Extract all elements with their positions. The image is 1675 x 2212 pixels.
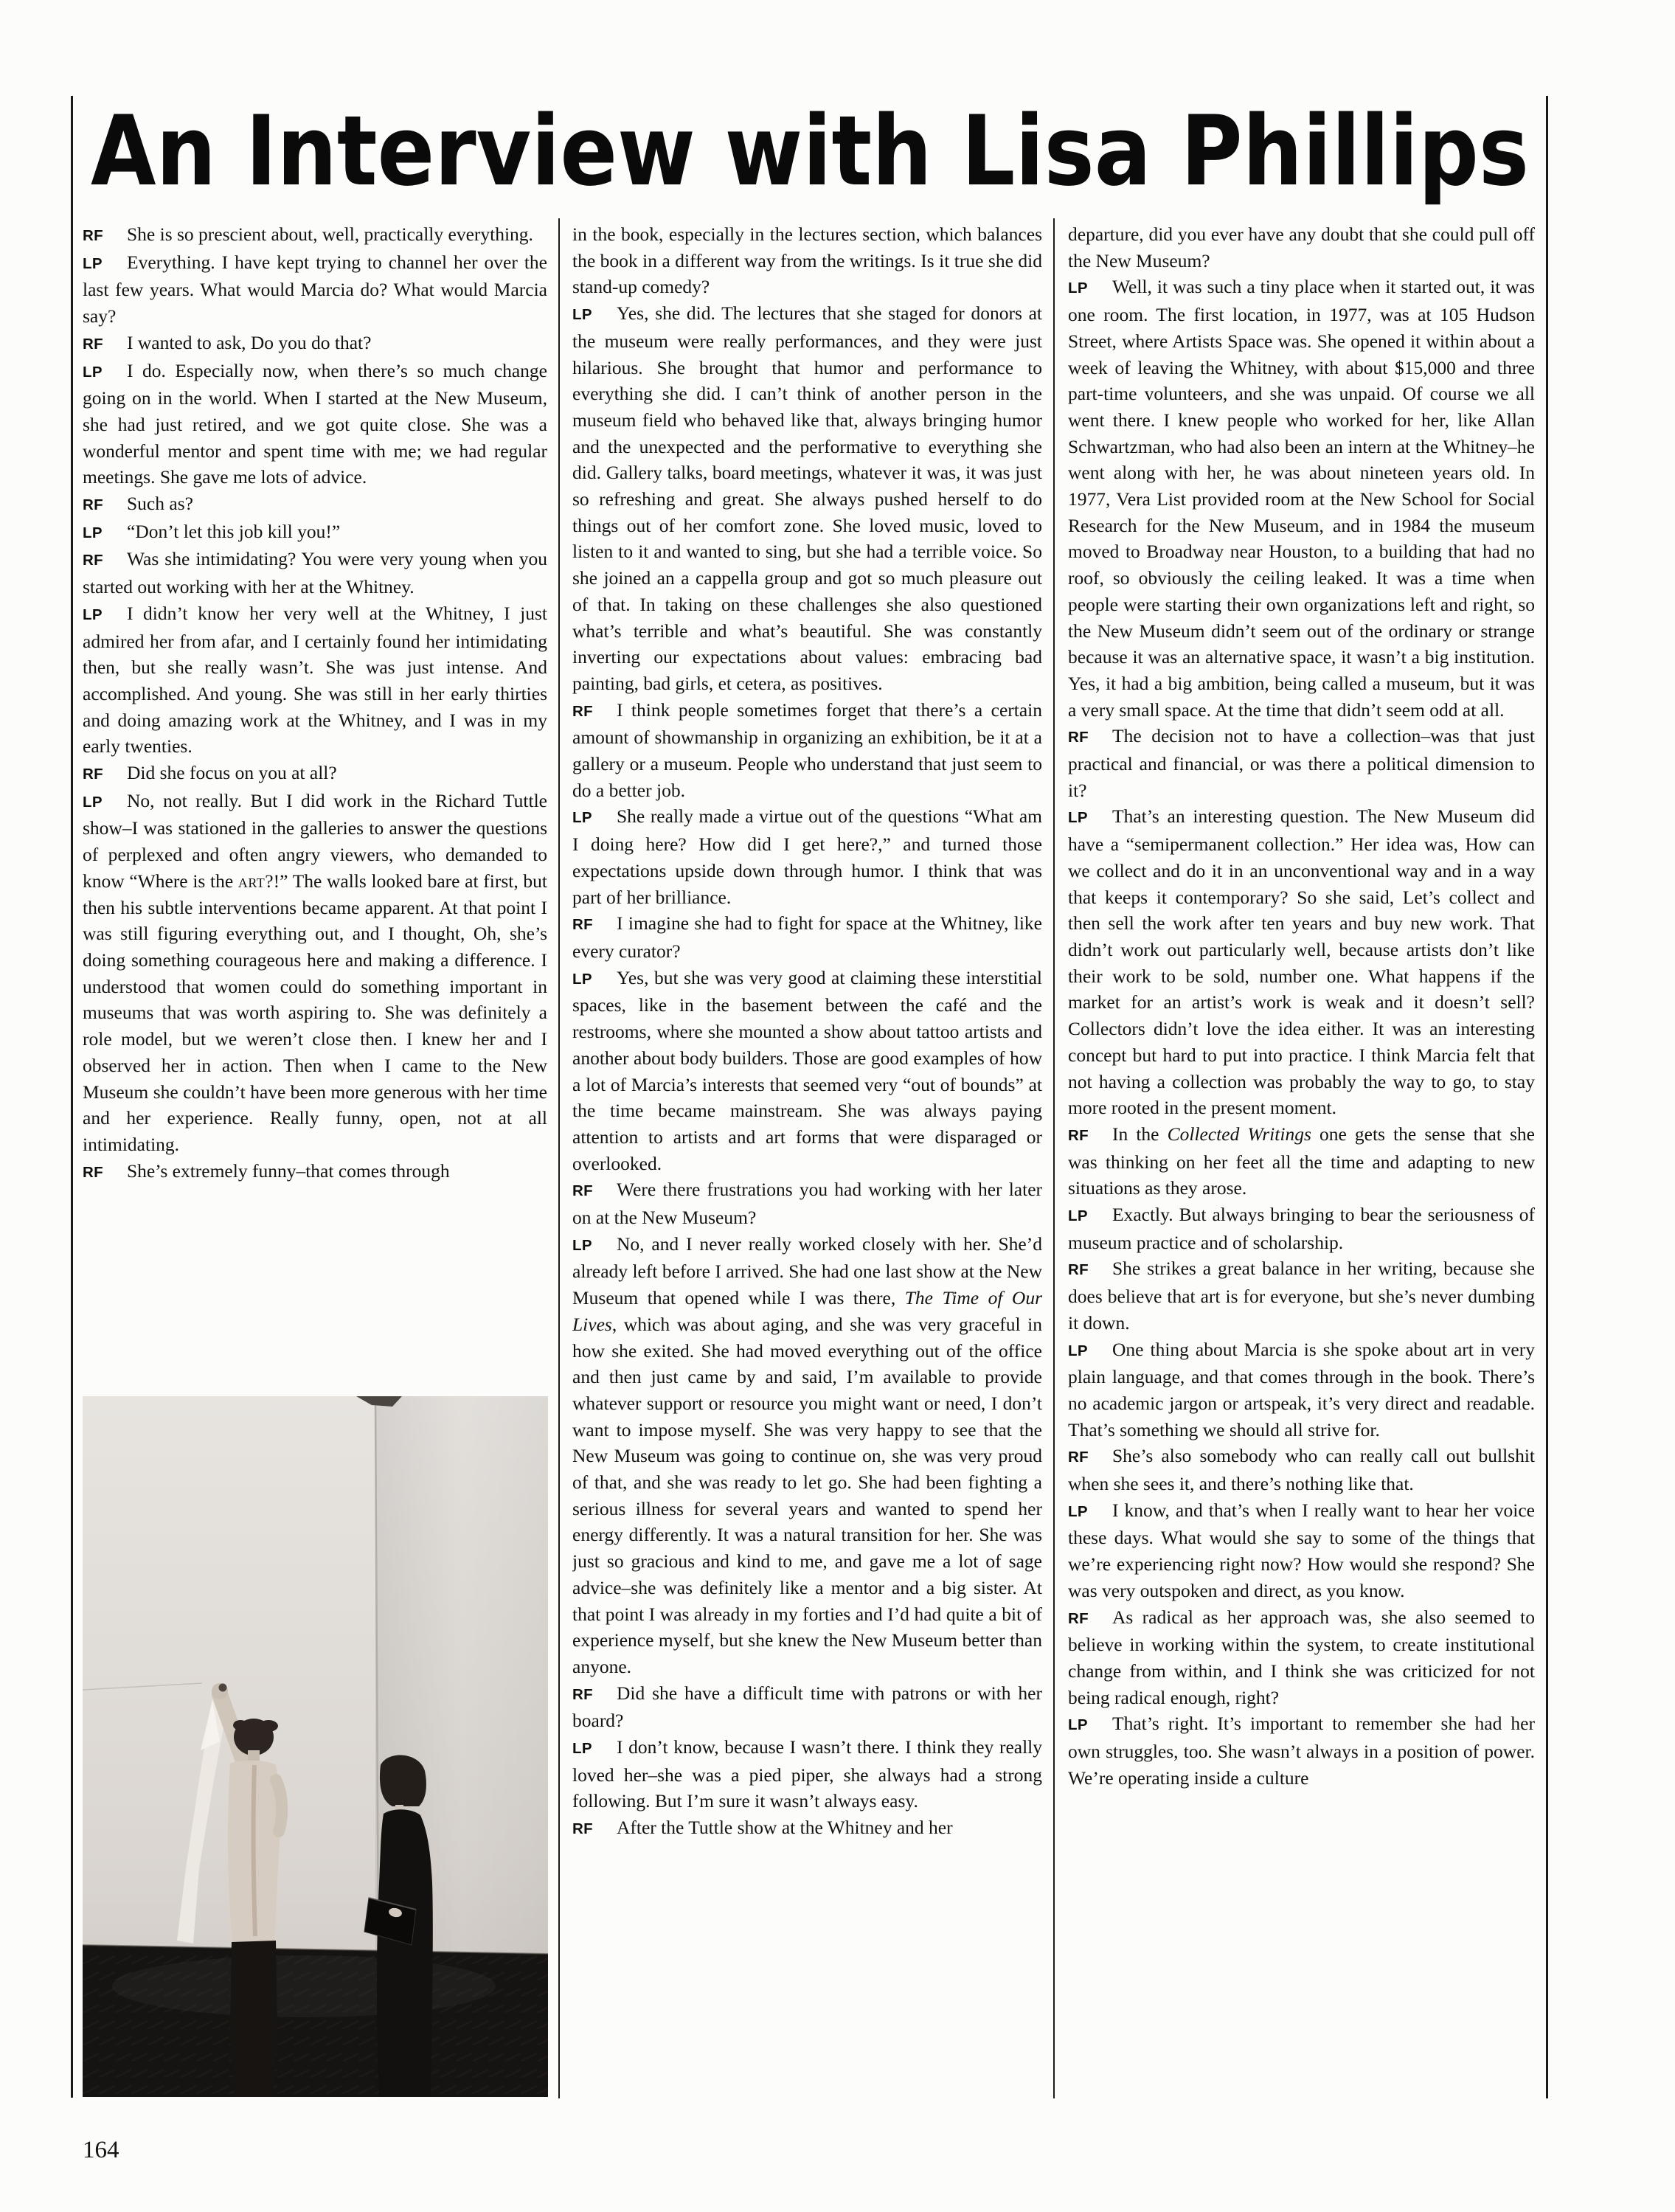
speaker-label: RF: [1068, 1261, 1089, 1279]
interview-turn: [572, 910, 1042, 964]
turn-text: Well, it was such a tiny place when it started out, it was one room. The first location, in 1977, was at 105 Hudson Street, where Artists Space was. She opened it within about a week of leaving the Whitney, with about $15,000 and three part-time volunteers, and she was unpaid. Of course we all went there. I knew people who worked for her, like Allan Schwartzman, who had also been an intern at the Whitney–he went along with her, he was about nineteen years old. In 1977, Vera List provided room at the New School for Social Research for the New Museum, and in 1984 the museum moved to Broadway near Houston, to a building that had no roof, so obviously the ceiling leaked. It was a time when people were starting their own organizations left and right, so the New Museum didn’t seem out of the ordinary or strange because it was an alternative space, it wasn’t a big institution. Yes, it had a big ambition, being called a museum, but it was a very small space. At the time that didn’t seem odd at all.: [1068, 276, 1535, 721]
speaker-label: RF: [83, 335, 103, 353]
speaker-label: LP: [83, 606, 103, 623]
interview-turn: [1068, 1202, 1535, 1255]
turn-text: The decision not to have a collection–was that just practical and financial, or was there a political dimension to it?: [1068, 725, 1535, 801]
turn-text: I know, and that’s when I really want to hear her voice these days. What would she say to some of the things that we’re experiencing right now? How would she respond? She was very outspoken and direct, as you know.: [1068, 1499, 1535, 1601]
speaker-label: RF: [83, 496, 103, 514]
interview-turn: [83, 546, 547, 600]
interview-column-1: [83, 221, 547, 1393]
speaker-label: LP: [572, 1236, 592, 1254]
turn-text: Exactly. But always bringing to bear the seriousness of museum practice and of scholarship.: [1068, 1204, 1535, 1253]
interview-turn: [83, 330, 547, 358]
speaker-label: LP: [83, 524, 103, 541]
interview-turn: [1068, 1710, 1535, 1791]
interview-turn: [83, 519, 547, 547]
turn-text: As radical as her approach was, she also seemed to believe in working within the system, to create institutional change from within, and I think she was criticized for not being radical enough, right?: [1068, 1606, 1535, 1708]
turn-text: Such as?: [127, 493, 193, 515]
column-rule-2: [1053, 218, 1055, 2098]
column-rule-1: [558, 218, 560, 2098]
gallery-floor: [83, 1945, 548, 2097]
turn-text: No, and I never really worked closely with her. She’d already left before I arrived. She had one last show at the New Museum that opened while I was there,: [572, 1232, 1042, 1309]
interview-turn: [83, 490, 547, 519]
speaker-label: LP: [572, 970, 592, 988]
speaker-label: LP: [83, 254, 103, 272]
speaker-label: LP: [83, 363, 103, 381]
speaker-label: RF: [1068, 1126, 1089, 1144]
speaker-label: RF: [572, 702, 593, 720]
speaker-label: LP: [572, 306, 592, 324]
turn-text: Everything. I have kept trying to channel her over the last few years. What would Marcia do? What would Marcia say?: [83, 251, 547, 327]
turn-text: one gets the sense that she was thinking on her feet all the time and adapting to new situations as they arose.: [1068, 1123, 1535, 1199]
turn-text: “Don’t let this job kill you!”: [127, 520, 341, 542]
speaker-label: LP: [83, 793, 103, 811]
interview-turn: [572, 1680, 1042, 1734]
interview-turn: [1068, 274, 1535, 723]
interview-turn: [572, 1176, 1042, 1230]
interview-turn: [83, 221, 547, 249]
turn-text: I don’t know, because I wasn’t there. I think they really loved her–she was a pied piper, she always had a strong following. But I’m sure it wasn’t always easy.: [572, 1736, 1042, 1812]
interview-turn: [83, 249, 547, 330]
interview-turn: [83, 358, 547, 491]
man-trousers: [230, 1941, 277, 2097]
interview-turn: [572, 221, 1042, 300]
speaker-label: RF: [572, 1182, 593, 1200]
turn-text: Was she intimidating? You were very young when you started out working with her at the Whitney.: [83, 548, 547, 598]
speaker-label: LP: [572, 1740, 592, 1758]
turn-text: That’s right. It’s important to remember she had her own struggles, too. She wasn’t always in a position of power. We’re operating inside a culture: [1068, 1713, 1535, 1789]
turn-text: That’s an interesting question. The New Museum did have a “semipermanent collection.” Her idea was, How can we collect and do it in an unconventional way and in a way that keeps it contemporary? So she said, Let’s collect and then sell the work after ten years and buy new work. That didn’t work out particularly well, because artists don’t like their work to be sold, number one. What happens if the market for an artist’s work is weak and it doesn’t sell? Collectors didn’t love the idea either. It was an interesting concept but hard to put into practice. I think Marcia felt that not having a collection was probably the way to go, to stay more rooted in the present moment.: [1068, 805, 1535, 1119]
speaker-label: RF: [83, 766, 103, 783]
interview-turn: [1068, 1443, 1535, 1497]
speaker-label: LP: [1068, 1207, 1088, 1225]
page-title: An Interview with Lisa Phillips: [91, 94, 1529, 207]
speaker-label: LP: [1068, 809, 1088, 827]
turn-text: I didn’t know her very well at the Whitney, I just admired her from afar, and I certainly found her intimidating then, but she really wasn’t. She was just intense. And accomplished. And young. She was still in her early thirties and doing amazing work at the Whitney, and I was in my early twenties.: [83, 602, 547, 757]
speaker-label: RF: [1068, 1609, 1089, 1627]
woman-clothing: [377, 1809, 433, 2097]
speaker-label: RF: [572, 1820, 593, 1838]
turn-text: She’s extremely funny–that comes through: [127, 1159, 450, 1182]
turn-text: in the book, especially in the lectures section, which balances the book in a different way from the writings. Is it true she did stand-up comedy?: [572, 223, 1042, 298]
turn-text: No, not really. But I did work in the Richard Tuttle show–I was stationed in the galleries to answer the questions of perplexed and often angry viewers, who demanded to know “Where is the: [83, 789, 547, 892]
interview-turn: [83, 1158, 547, 1186]
interview-turn: [1068, 1336, 1535, 1443]
interview-turn: [1068, 1497, 1535, 1604]
turn-text: She is so prescient about, well, practically everything.: [127, 223, 533, 245]
turn-text: Collected Writings: [1167, 1123, 1311, 1145]
turn-text: Were there frustrations you had working with her later on at the New Museum?: [572, 1179, 1042, 1229]
speaker-label: RF: [1068, 1449, 1089, 1466]
turn-text: Yes, but she was very good at claiming these interstitial spaces, like in the basement between the café and the restrooms, where she mounted a show about tattoo artists and another about body builders. Those are good examples of how a lot of Marcia’s interests that seemed very “out of bounds” at the time became mainstream. She was always paying attention to artists and art forms that were disparaged or overlooked.: [572, 966, 1042, 1174]
speaker-label: LP: [1068, 280, 1088, 297]
turn-text: I wanted to ask, Do you do that?: [127, 331, 372, 353]
speaker-label: RF: [572, 916, 593, 934]
woman-hair: [380, 1755, 426, 1806]
turn-text: In the: [1112, 1123, 1168, 1145]
turn-text: I imagine she had to fight for space at the Whitney, like every curator?: [572, 912, 1042, 962]
turn-text: art: [237, 870, 266, 892]
turn-text: She strikes a great balance in her writing, because she does believe that art is for everyone, but she’s never dumbing it down.: [1068, 1258, 1535, 1334]
turn-text: Yes, she did. The lectures that she staged for donors at the museum were really performances, and they were just hilarious. She brought that humor and performance to everything she did. I can’t think of another person in the museum field who behaved like that, always bringing humor and the unexpected and the performative to everything she did. Gallery talks, board meetings, whatever it was, it was just so refreshing and great. She always pushed herself to do things out of her comfort zone. She loved music, loved to listen to it and wanted to sing, but she had a terrible voice. So she joined an a cappella group and got so much pleasure out of that. In taking on these challenges she also questioned what’s terrible and what’s beautiful. She was constantly inverting our expectations about values: embracing bad painting, bad girls, et cetera, as positives.: [572, 302, 1042, 694]
interview-turn: [572, 803, 1042, 910]
turn-text: After the Tuttle show at the Whitney and her: [617, 1817, 953, 1839]
speaker-label: LP: [1068, 1716, 1088, 1734]
speaker-label: RF: [1068, 729, 1089, 746]
speaker-label: LP: [1068, 1502, 1088, 1520]
interview-turn: [572, 1814, 1042, 1842]
interview-turn: [83, 600, 547, 760]
interview-turn: [1068, 1255, 1535, 1336]
turn-text: Did she have a difficult time with patrons or with her board?: [572, 1682, 1042, 1732]
interview-turn: [572, 1231, 1042, 1680]
interview-turn: [572, 965, 1042, 1177]
interview-turn: [1068, 803, 1535, 1120]
turn-text: departure, did you ever have any doubt that she could pull off the New Museum?: [1068, 223, 1535, 271]
turn-text: , which was about aging, and she was very graceful in how she exited. She had moved everything out of the office and then just came by and said, I’m available to provide whatever support or resource you might want or need, I don’t want to impose myself. She was very happy to see that the New Museum was going to continue on, she was very proud of that, and she was ready to let go. She had been fighting a serious illness for several years and wanted to spend her energy differently. It was a natural transition for her. She was just so gracious and kind to me, and gave me a lot of sage advice–she was definitely like a mentor and a big sister. At that point I was already in my forties and I’d had quite a bit of experience myself, but she knew the New Museum better than anyone.: [572, 1313, 1042, 1677]
speaker-label: RF: [83, 552, 103, 569]
interview-turn: [83, 788, 547, 1158]
interview-turn: [1068, 221, 1535, 274]
turn-text: One thing about Marcia is she spoke about art in very plain language, and that comes through in the book. There’s no academic jargon or artspeak, it’s very direct and readable. That’s something we should all strive for.: [1068, 1338, 1535, 1440]
interview-turn: [1068, 1121, 1535, 1202]
turn-text: Did she focus on you at all?: [127, 762, 337, 784]
speaker-label: LP: [1068, 1342, 1088, 1359]
interview-turn: [572, 1734, 1042, 1814]
interview-turn: [572, 697, 1042, 804]
speaker-label: RF: [83, 1163, 103, 1181]
interview-column-2: [572, 221, 1042, 2102]
turn-text: I do. Especially now, when there’s so much change going on in the world. When I started at the New Museum, she had just retired, and we got quite close. She was a wonderful mentor and spent time with me; we had regular meetings. She gave me lots of advice.: [83, 359, 547, 488]
turn-text: I think people sometimes forget that there’s a certain amount of showmanship in organizing an exhibition, be it at a gallery or a museum. People who understand that just seem to do a better job.: [572, 698, 1042, 801]
right-margin-rule: [1546, 96, 1548, 2098]
turn-text: She really made a virtue out of the questions “What am I doing here? How did I get here?,” and turned those expectations upside down through humor. I think that was part of her brilliance.: [572, 805, 1042, 908]
interview-turn: [1068, 723, 1535, 803]
gallery-photo: [83, 1396, 548, 2097]
interview-turn: [1068, 1604, 1535, 1711]
page-title-block: [0, 0, 1675, 236]
turn-text: She’s also somebody who can really call out bullshit when she sees it, and there’s nothing like that.: [1068, 1445, 1535, 1495]
turn-text: The Time of Our Lives: [572, 1287, 1042, 1335]
left-margin-rule: [71, 96, 73, 2098]
speaker-label: RF: [83, 227, 103, 244]
turn-text: ?!” The walls looked bare at first, but then his subtle interventions became apparent. At that point I was still figuring everything out, and I thought, Oh, she’s doing something courageous here and making a difference. I understood that women could do something important in museums that was worth aspiring to. She was definitely a role model, but we weren’t close then. I knew her and I observed her in action. Then when I came to the New Museum she couldn’t have been more generous with her time and her experience. Really funny, open, not at all intimidating.: [83, 870, 547, 1155]
speaker-label: LP: [572, 809, 592, 827]
interview-column-3: [1068, 221, 1535, 2102]
speaker-label: RF: [572, 1685, 593, 1703]
interview-turn: [572, 300, 1042, 697]
interview-turn: [83, 760, 547, 788]
page-number: 164: [83, 2137, 119, 2163]
